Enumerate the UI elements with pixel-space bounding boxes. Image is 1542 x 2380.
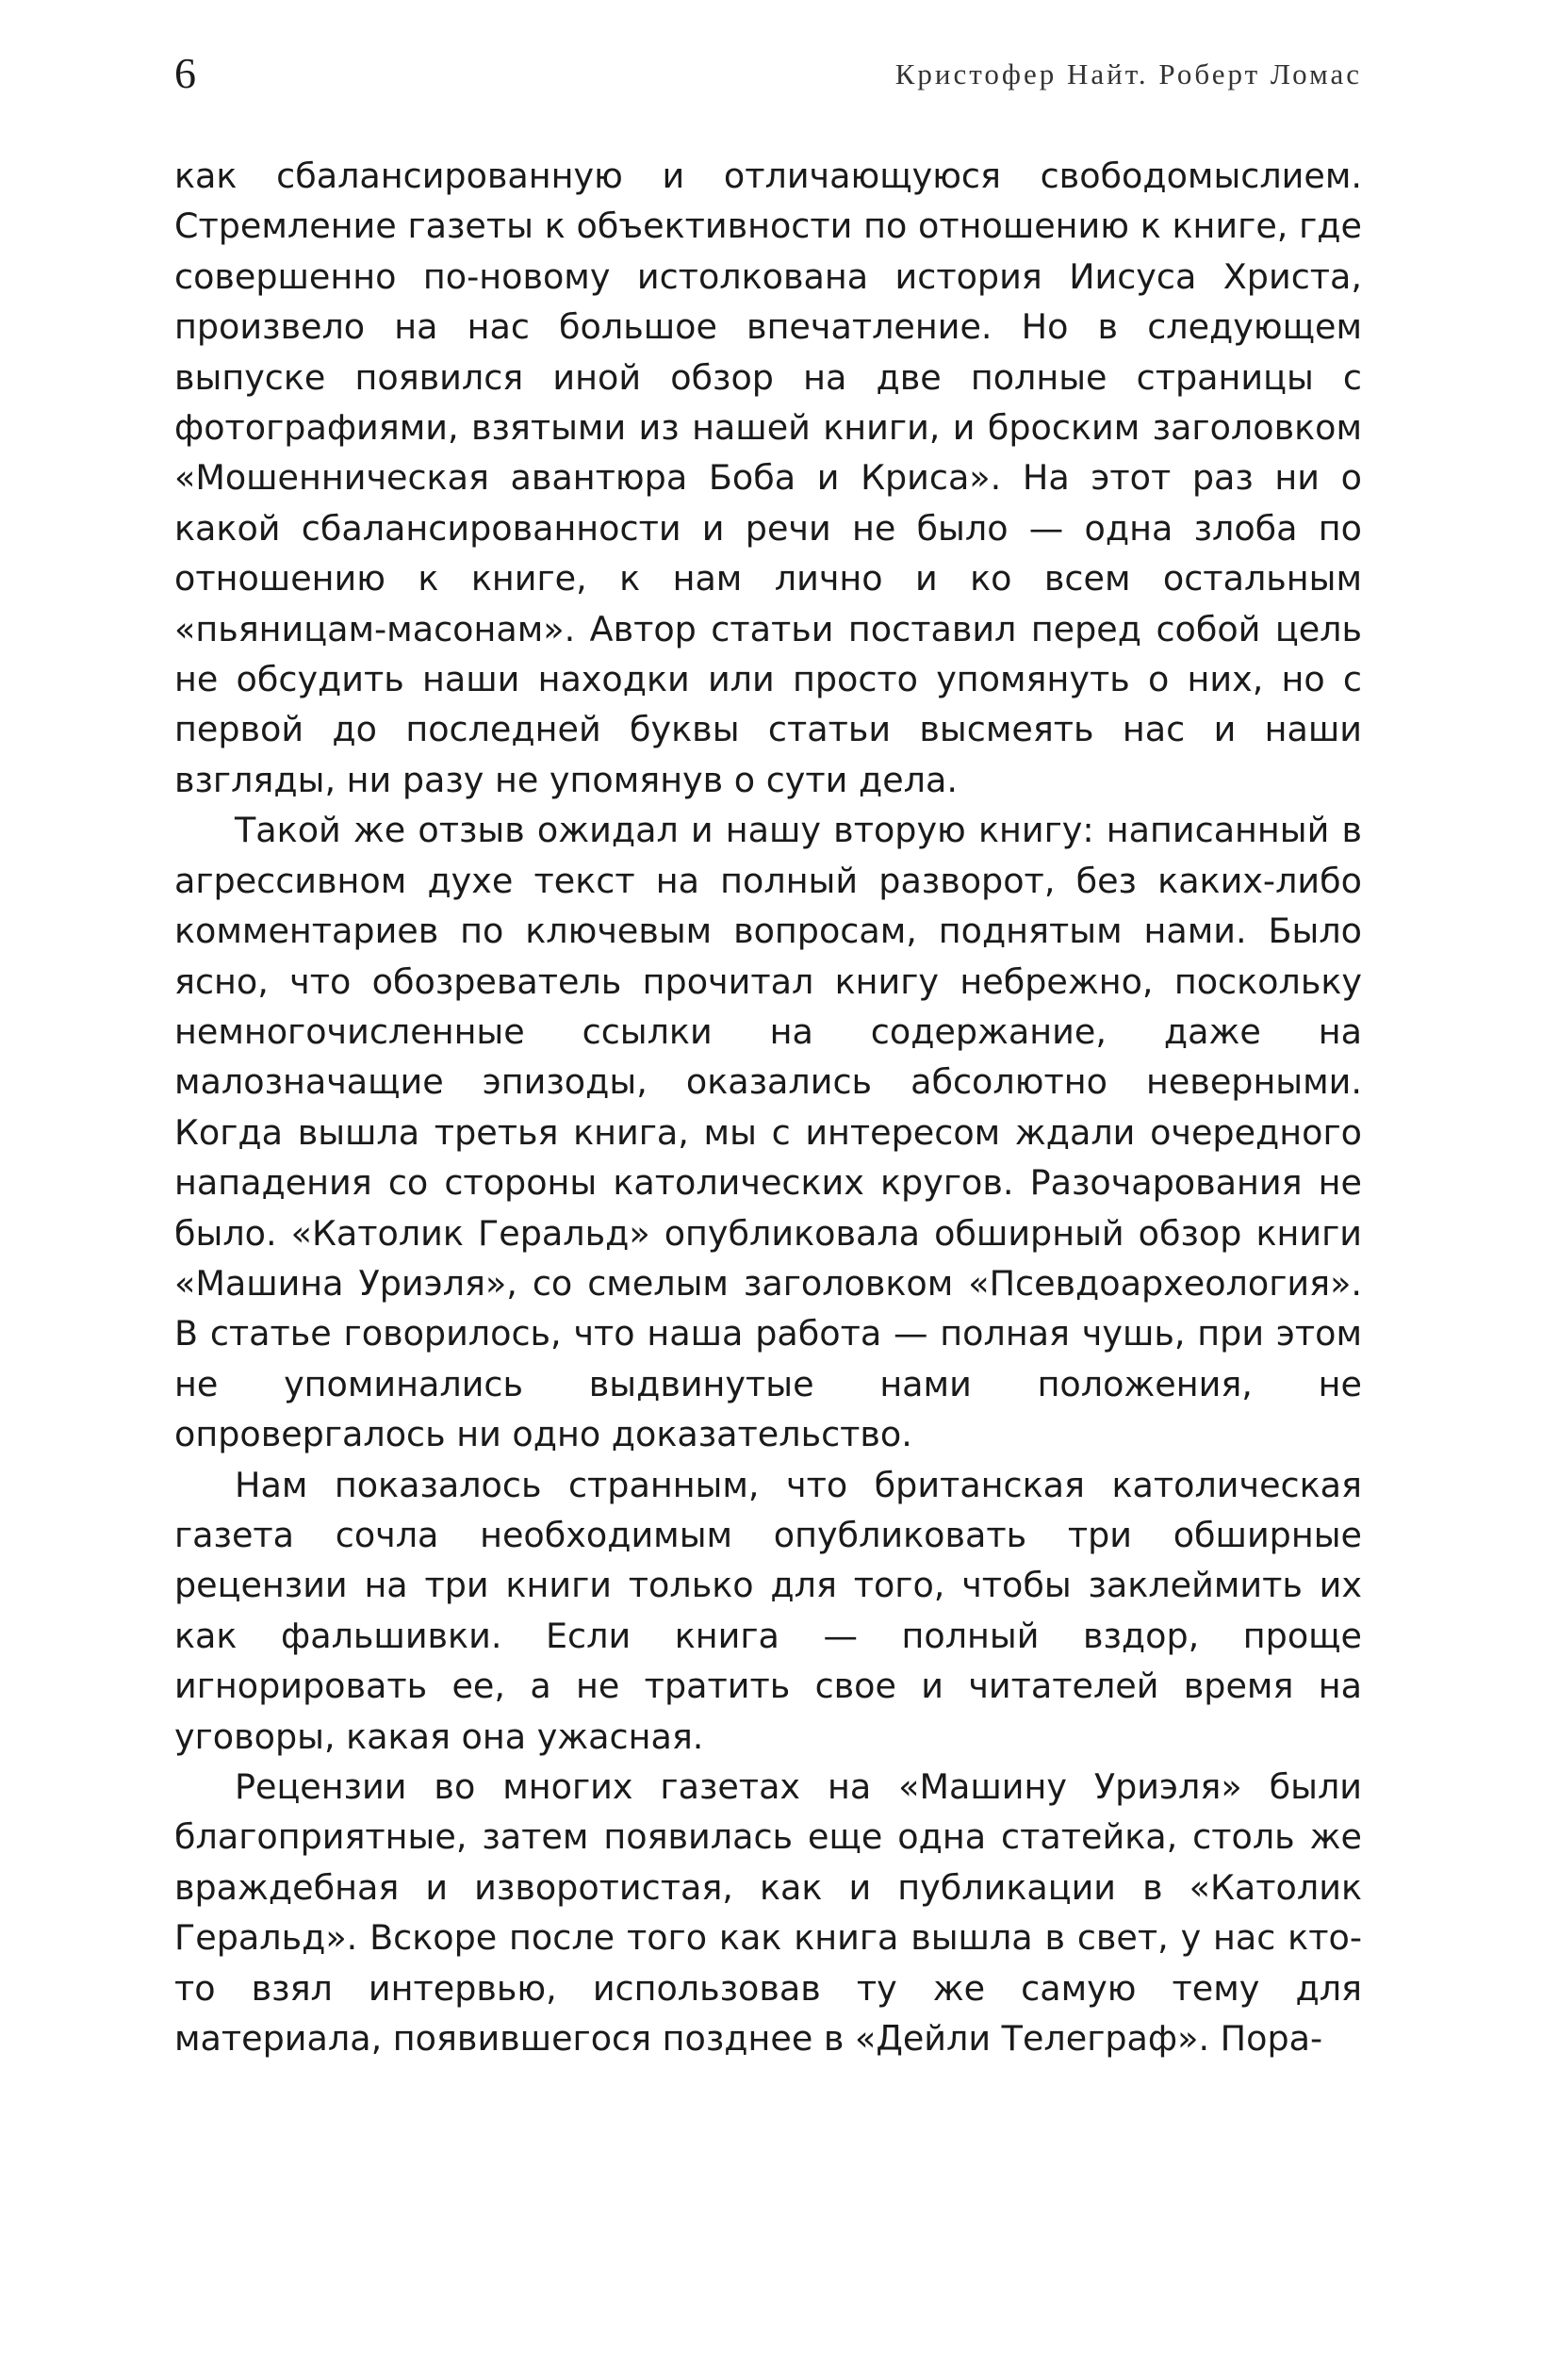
- paragraph: Нам показалось странным, что британская католическая газета сочла необходимым опубликовать три обширные рецензии на три книги только для того, чтобы заклеймить их как фальшивки. Если книга — полный вздор, проще игнорировать ее, а не тратить свое и читателей время на уговоры, какая она ужасная.: [174, 1464, 1362, 1757]
- page-number: 6: [174, 49, 196, 97]
- paragraph: Такой же отзыв ожидал и нашу вторую книгу: написанный в агрессивном духе текст на полный разворот, без каких-либо комментариев по ключевым вопросам, поднятым нами. Было ясно, что обозреватель прочитал книгу небрежно, поскольку немногочисленные ссылки на содержание, даже на малозначащие эпизоды, оказались абсолютно неверными. Когда вышла третья книга, мы с интересом ждали очередного нападения со стороны католических кругов. Разочарования не было. «Католик Геральд» опубликовала обширный обзор книги «Машина Уриэля», со смелым заголовком «Псевдоархеология». В статье говорилось, что наша работа — полная чушь, при этом не упоминались выдвинутые нами положения, не опровергалось ни одно доказательство.: [174, 810, 1362, 1455]
- paragraph: Рецензии во многих газетах на «Машину Уриэля» были благоприятные, затем появилась еще одна статейка, столь же враждебная и изворотистая, как и публикации в «Католик Геральд». Вскоре после того как книга вышла в свет, у нас кто-то взял интервью, использовав ту же самую тему для материала, появившегося позднее в «Дейли Телеграф». Пора-: [174, 1766, 1362, 2060]
- running-title: Кристофер Найт. Роберт Ломас: [894, 57, 1362, 90]
- paragraph-continuation: как сбалансированную и отличающуюся свободомыслием. Стремление газеты к объективности по отношению к книге, где совершенно по-новому истолкована история Иисуса Христа, произвело на нас большое впечатление. Но в следующем выпуске появился иной обзор на две полные страницы с фотографиями, взятыми из нашей книги, и броским заголовком «Мошенническая авантюра Боба и Криса». На этот раз ни о какой сбалансированности и речи не было — одна злоба по отношению к книге, к нам лично и ко всем остальным «пьяницам-масонам». Автор статьи поставил перед собой цель не обсудить наши находки или просто упомянуть о них, но с первой до последней буквы статьи высмеять нас и наши взгляды, ни разу не упомянув о сути дела.: [174, 156, 1362, 800]
- body-text: [174, 151, 1362, 2063]
- page-header: [174, 45, 1362, 102]
